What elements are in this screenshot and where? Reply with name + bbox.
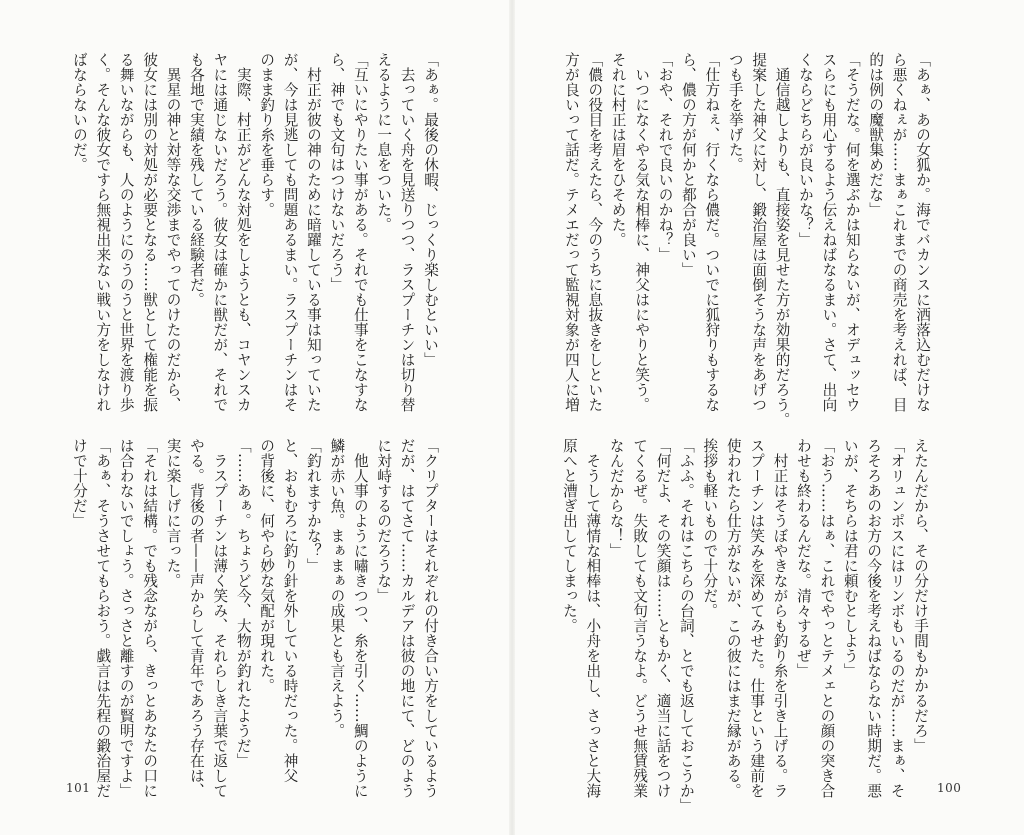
text-line: 実際、村正がどんな対処をしようとも、コヤンスカ — [234, 52, 252, 412]
text-line: 「おや、それで良いのかね？」 — [656, 52, 674, 262]
text-line: だが、はてさて……カルデアは彼の地にて、どのよう — [398, 438, 416, 798]
text-line: 挨拶も軽いもので十分だ。 — [701, 438, 719, 618]
text-line: いつになくやる気な相棒に、神父はにやりと笑う。 — [633, 52, 651, 412]
text-line: 「オリュンポスにはリンボもいるのだが……まぁ、そ — [888, 438, 906, 798]
text-line: は合わないでしょう。さっさと離すのが賢明ですよ」 — [117, 438, 135, 798]
text-line: 通信越しよりも、直接姿を見せた方が効果的だろう。 — [773, 52, 791, 427]
text-line: が、今は見逃しても問題あるまい。ラスプーチンはそ — [281, 52, 299, 412]
text-line: 「あぁ。最後の休暇、じっくり楽しむといい」 — [422, 52, 439, 367]
text-line: スらにも用心するよう伝えねばなるまい。さて、出向 — [820, 52, 838, 412]
text-line: ばならないのだ。 — [70, 52, 88, 172]
text-line: と、おもむろに釣り針を外している時だった。神父 — [281, 438, 299, 783]
text-line: くならどちらが良いかな？」 — [796, 52, 814, 247]
text-line: ら、神でも文句はつけないだろう」 — [328, 52, 346, 292]
text-line: 「そうだな。何を選ぶかは知らないが、オデュッセウ — [843, 52, 861, 412]
text-line: 使われたら仕方がないが、この彼にはまだ縁がある。 — [724, 438, 742, 798]
text-line: 方が良いって話だ。テメエだって監視対象が四人に増 — [562, 52, 580, 412]
left-page-upper-text — [70, 52, 442, 412]
text-line: ら悪くねぇが……まぁこれまでの商売を考えれば、目 — [890, 52, 908, 412]
text-line: 鱗が赤い魚。まぁまぁの成果とも言えよう。 — [328, 438, 346, 738]
text-line: ろそろあのお方の今後を考えねばならない時期だ。悪 — [865, 438, 883, 798]
text-line: けで十分だ」 — [70, 438, 88, 528]
text-line: スプーチンは笑みを深めてみせた。仕事という建前を — [748, 438, 766, 798]
text-line: 異星の神と対等な交渉までやってのけたのだから、 — [164, 52, 182, 412]
text-line: 「釣れますかな？」 — [304, 438, 322, 573]
text-line: 「それは結構。でも残念ながら、きっとあなたの口に — [141, 438, 159, 798]
text-line: も各地で実績を残している経験者だ。 — [187, 52, 205, 307]
text-line: る舞いながらも、人のようにのうのうと世界を渡り歩 — [117, 52, 135, 412]
text-line: 「互いにやりたい事がある。それでも仕事をこなすな — [351, 52, 369, 412]
text-line: の背後に、何やら妙な気配が現れた。 — [258, 438, 276, 693]
text-line: 「儂の役目を考えたら、今のうちに息抜きをしといた — [586, 52, 604, 412]
text-line: 原へと漕ぎ出してしまった。 — [560, 438, 578, 633]
text-line: 的は例の魔獣集めだな」 — [867, 52, 885, 217]
text-line: 「クリプターはそれぞれの付き合い方をしているよう — [422, 438, 439, 798]
right-page — [512, 0, 1024, 835]
text-line: 「あぁ、あの女狐か。海でバカンスに洒落込むだけな — [914, 52, 931, 412]
text-line: 村正が彼の神のために暗躍している事は知っていた — [304, 52, 322, 412]
text-line: 提案した神父に対し、鍛治屋は面倒そうな声をあげつ — [750, 52, 768, 412]
text-line: えたんだから、その分だけ手間もかかるだろ」 — [912, 438, 929, 753]
right-page-lower-text — [560, 438, 932, 813]
text-line: 「ふふ。それはこちらの台詞、とでも返しておこうか」 — [677, 438, 695, 813]
text-line: 他人事のように嘯きつつ、糸を引く……鯛のように — [351, 438, 369, 798]
text-line: わせも終わるんだな。清々するぜ」 — [794, 438, 812, 678]
text-line: えるように一息をついた。 — [375, 52, 393, 232]
text-line: ら、儂の方が何かと都合が良い」 — [679, 52, 697, 277]
text-line: 彼女には別の対処が必要となる……獣として権能を振 — [141, 52, 159, 412]
text-line: なんだからな！」 — [607, 438, 625, 558]
text-line: 実に楽しげに言った。 — [164, 438, 182, 588]
text-line: に対峙するのだろうな」 — [375, 438, 393, 603]
text-line: そうして薄情な相棒は、小舟を出し、さっさと大海 — [584, 438, 602, 798]
text-line: やる。背後の者——声からして青年であろう存在は、 — [187, 438, 205, 798]
right-page-upper-text — [562, 52, 934, 427]
text-line: それに村正は眉をひそめた。 — [609, 52, 627, 247]
page-number: 101 — [66, 781, 91, 795]
page-number: 100 — [937, 781, 962, 795]
text-line: のまま釣り糸を垂らす。 — [258, 52, 276, 217]
text-line: いが、そちらは君に頼むとしよう」 — [841, 438, 859, 678]
text-line: 去っていく舟を見送りつつ、ラスプーチンは切り替 — [398, 52, 416, 412]
text-line: つも手を挙げた。 — [726, 52, 744, 172]
text-line: く。そんな彼女ですら無視出来ない戦い方をしなけれ — [94, 52, 112, 412]
text-line: 「あぁ、そうさせてもらおう。戯言は先程の鍛治屋だ — [94, 438, 112, 798]
text-line: 「おう……はぁ、これでやっとテメェとの顔の突き合 — [818, 438, 836, 798]
text-line: 「何だよ、その笑顔は……ともかく、適当に話をつけ — [654, 438, 672, 798]
text-line: 「仕方ねぇ、行くなら儂だ。ついでに狐狩りもするな — [703, 52, 721, 412]
text-line: 「……あぁ。ちょうど今、大物が釣れたようだ」 — [234, 438, 252, 768]
text-line: ヤには通じないだろう。彼女は確かに獣だが、それで — [211, 52, 229, 412]
text-line: ラスプーチンは薄く笑み、それらしき言葉で返して — [211, 438, 229, 798]
text-line: 村正はそうぼやきながらも釣り糸を引き上げる。ラ — [771, 438, 789, 798]
text-line: てくるぜ。失敗しても文句言うなよ。どうせ無賃残業 — [631, 438, 649, 798]
